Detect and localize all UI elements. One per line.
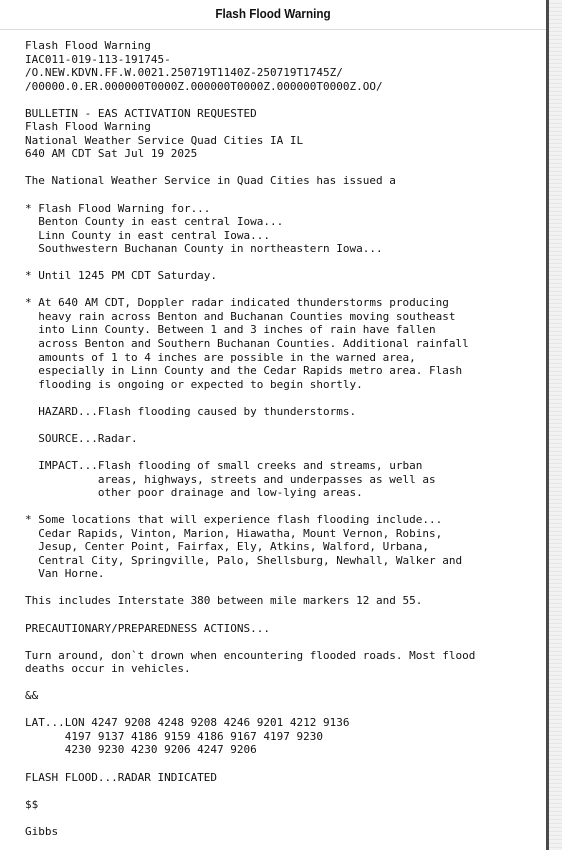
scrollbar-edge [546, 0, 549, 850]
warning-bulletin-text: Flash Flood Warning IAC011-019-113-191745- /O.NEW.KDVN.FF.W.0021.250719T1140Z-250719T1745Z/ /00000.0.ER.000000T0000Z.000000T0000Z.000000T0000Z.OO/ BULLETIN - EAS ACTIVATION REQUESTED Flash Flood Warning National Weather Service Quad Cities IA IL 640 AM CDT Sat Jul 19 2025 The National Weather Service in Quad Cities has issued a * Flash Flood Warning for... Benton County in east central Iowa... Linn County in east central Iowa... Southwestern Buchanan County in northeastern Iowa... * Until 1245 PM CDT Saturday. * At 640 AM CDT, Doppler radar indicated thunderstorms producing heavy rain across Benton and Buchanan Counties moving southeast into Linn County. Between 1 and 3 inches of rain have fallen across Benton and Southern Buchanan Counties. Additional rainfall amounts of 1 to 4 inches are possible in the warned area, especially in Linn County and the Cedar Rapids metro area. Flash flooding is ongoing or expected to begin shortly. HAZARD...Flash flooding caused by thunderstorms. SOURCE...Radar. IMPACT...Flash flooding of small creeks and streams, urban areas, highways, streets and underpasses as well as other poor drainage and low-lying areas. * Some locations that will experience flash flooding include... Cedar Rapids, Vinton, Marion, Hiawatha, Mount Vernon, Robins, Jesup, Center Point, Fairfax, Ely, Atkins, Walford, Urbana, Central City, Springville, Palo, Shellsburg, Newhall, Walker and Van Horne. This includes Interstate 380 between mile markers 12 and 55. PRECAUTIONARY/PREPAREDNESS ACTIONS... Turn around, don`t drown when encountering flooded roads. Most flood deaths occur in vehicles. && LAT...LON 4247 9208 4248 9208 4246 9201 4212 9136 4197 9137 4186 9159 4186 9167 4197 9230 4230 9230 4230 9206 4247 9206 FLASH FLOOD...RADAR INDICATED $$ Gibbs [25, 39, 476, 838]
window-title: Flash Flood Warning [215, 6, 331, 21]
title-bar [0, 0, 546, 30]
